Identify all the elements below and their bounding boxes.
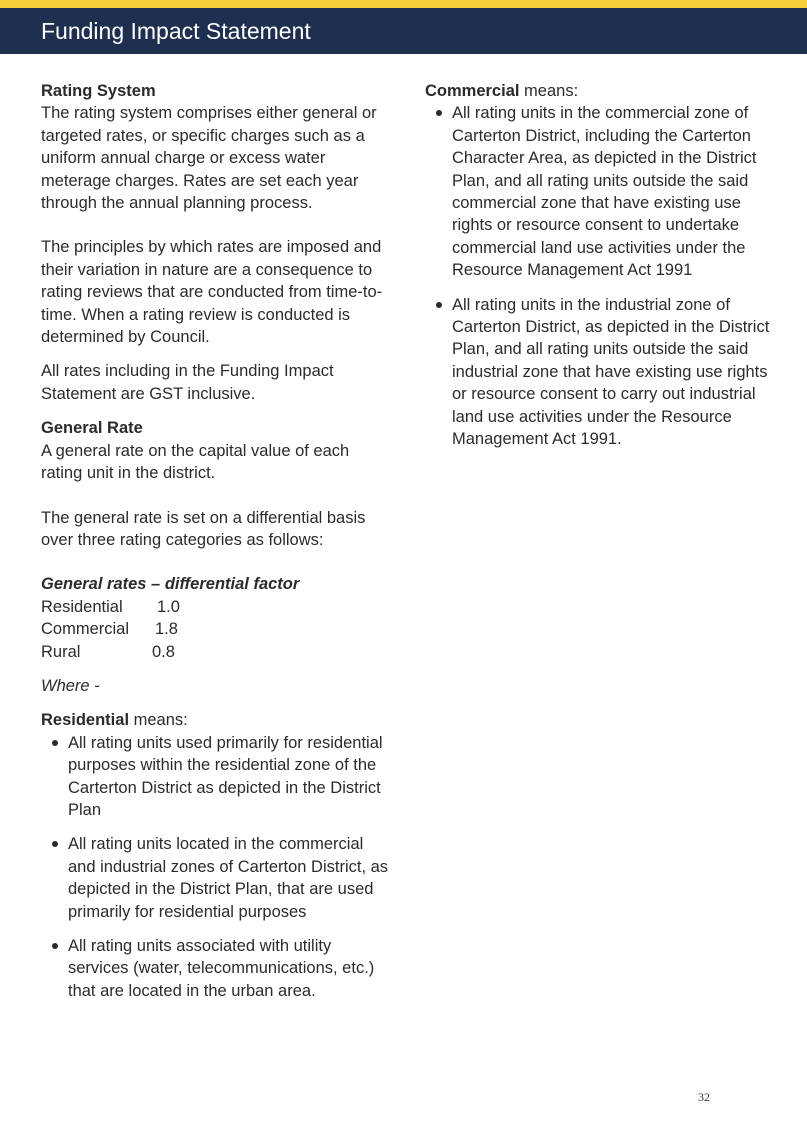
residential-definition-heading: [41, 709, 393, 731]
rating-system-paragraph-2: The principles by which rates are imposed and their variation in nature are a consequence to rating reviews that are conducted from time-to-time. When a rating review is conducted is determined by Council.: [41, 238, 383, 347]
rating-system-paragraph-3: All rates including in the Funding Impact Statement are GST inclusive.: [41, 362, 334, 403]
list-item: All rating units in the industrial zone of Carterton District, as depicted in the District Plan, and all rating units outside the said industrial zone that have existing use rights or resource consent to carry out industrial land use activities under the Resource Management Act 1991.: [425, 294, 777, 451]
general-rate-paragraph-1: A general rate on the capital value of each rating unit in the district.: [41, 441, 350, 483]
where-label: Where -: [41, 676, 100, 695]
list-item: All rating units used primarily for residential purposes within the residential zone of the Carterton District as depicted in the District Plan: [41, 732, 393, 822]
page-number: 32: [698, 1090, 710, 1104]
factor-value: 1.0: [157, 597, 180, 616]
list-item: All rating units in the commercial zone of Carterton District, including the Carterton Character Area, as depicted in the District Plan, and all rating units outside the said commercial zone that have existing use rights or resource consent to undertake commercial land use activities under the Resource Management Act 1991: [425, 102, 777, 281]
header-accent-stripe: [0, 0, 807, 8]
commercial-means: means:: [519, 82, 579, 100]
bullet-icon: [52, 943, 58, 949]
factor-row-residential: [41, 596, 393, 618]
residential-term: Residential: [41, 711, 130, 730]
differential-factor-heading: General rates – differential factor: [41, 575, 300, 594]
right-column: [425, 80, 777, 451]
general-rate-heading: General Rate: [41, 419, 143, 438]
residential-means: means:: [129, 711, 188, 730]
bullet-icon: [52, 841, 58, 847]
bullet-icon: [52, 740, 58, 746]
factor-value: 1.8: [155, 620, 178, 639]
general-rate-paragraph-2: The general rate is set on a differential basis over three rating categories as follows:: [41, 508, 366, 549]
left-column: [41, 80, 393, 1002]
commercial-definition-heading: [425, 80, 777, 102]
factor-row-commercial: [41, 618, 393, 640]
list-item: All rating units located in the commercial and industrial zones of Carterton District, as depicted in the District Plan, that are used primarily for residential purposes: [41, 833, 393, 923]
commercial-list: [425, 102, 777, 450]
factor-label: Residential: [41, 597, 123, 616]
factor-label: Rural: [41, 642, 81, 661]
residential-list: [41, 732, 393, 1002]
factor-label: Commercial: [41, 620, 130, 639]
bullet-icon: [436, 110, 442, 116]
commercial-term: Commercial: [425, 82, 520, 100]
bullet-icon: [436, 302, 442, 308]
differential-factor-table: [41, 596, 393, 663]
list-item: All rating units associated with utility services (water, telecommunications, etc.) that are located in the urban area.: [41, 935, 393, 1002]
rating-system-paragraph-1: The rating system comprises either general or targeted rates, or specific charges such as a uniform annual charge or excess water meterage charges. Rates are set each year through the annual planning process.: [41, 104, 377, 213]
page-header: [0, 8, 807, 54]
factor-row-rural: [41, 641, 393, 663]
rating-system-heading: Rating System: [41, 82, 156, 100]
page-title: Funding Impact Statement: [41, 18, 311, 44]
factor-value: 0.8: [152, 642, 175, 661]
